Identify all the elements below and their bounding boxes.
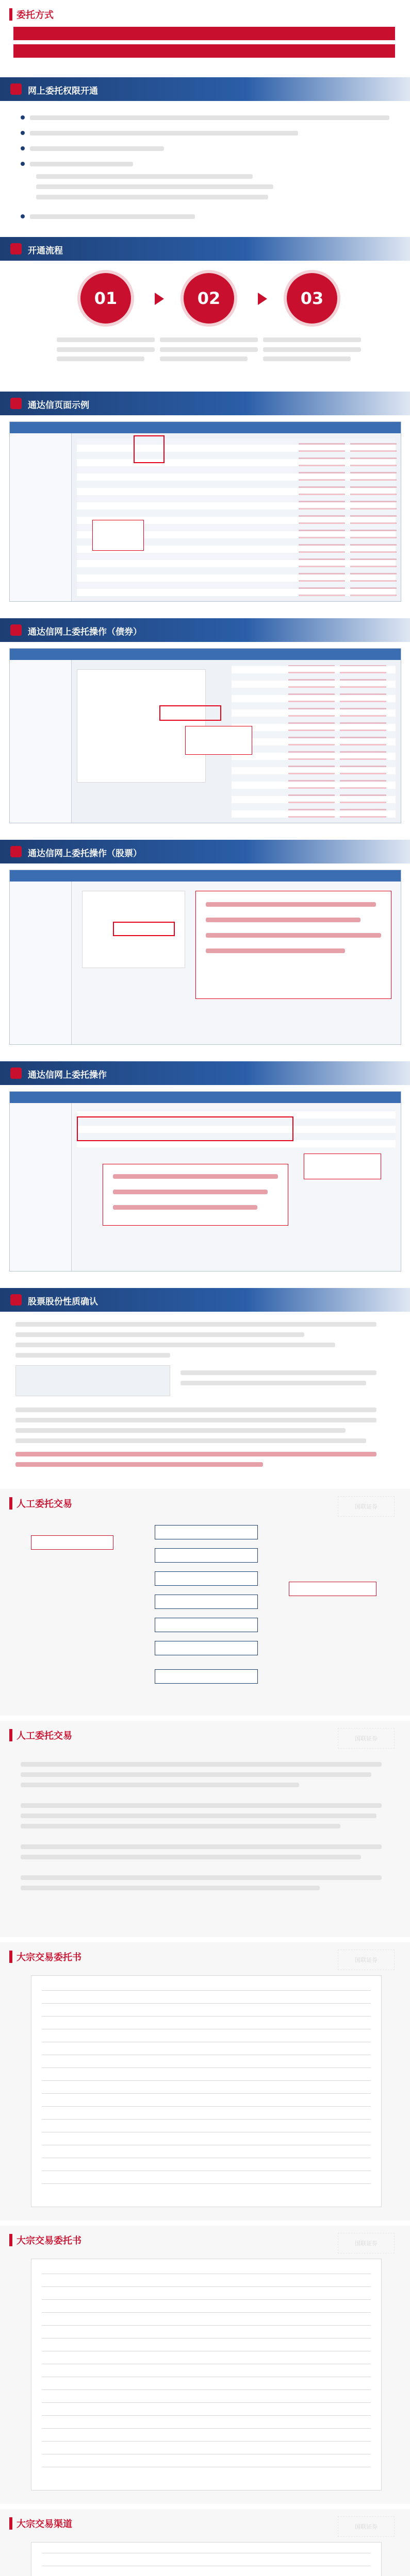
window-sidebar <box>10 660 72 823</box>
flow-step-desc <box>263 357 351 361</box>
form-document <box>31 2542 382 2576</box>
flow-step-label <box>160 337 258 342</box>
section-icon <box>10 243 22 255</box>
flow-step-desc <box>160 347 258 352</box>
flow-node <box>155 1618 258 1632</box>
body-line <box>21 1886 320 1890</box>
form-document <box>31 1975 382 2207</box>
body-line <box>15 1343 335 1347</box>
header-accent-bar <box>9 8 12 21</box>
instruction-line <box>206 948 345 953</box>
section-tdx-stock <box>0 840 410 1056</box>
instruction-panel <box>195 891 391 999</box>
price-column <box>299 438 345 596</box>
software-screenshot <box>9 1091 401 1272</box>
form-table <box>42 2269 371 2480</box>
company-logo: 国联证券 <box>338 1728 395 1749</box>
list-item <box>21 212 389 221</box>
callout-box <box>92 520 144 551</box>
flow-step-circle: 02 <box>181 270 237 327</box>
header-accent-bar <box>9 1729 12 1741</box>
section-band <box>0 392 410 415</box>
header-accent-bar <box>9 1497 12 1510</box>
section-block-trade-form-1 <box>0 1942 410 2221</box>
window-sidebar <box>10 433 72 601</box>
section-band <box>0 77 410 101</box>
section-manual-trade <box>0 1721 410 1937</box>
body-line <box>21 1855 361 1859</box>
section-header <box>9 1950 81 1964</box>
instruction-line <box>206 933 381 938</box>
flow-step-label <box>263 337 361 342</box>
section-band <box>0 618 410 642</box>
section-share-nature <box>0 1288 410 1484</box>
window-titlebar <box>10 649 401 660</box>
flow-node <box>155 1525 258 1539</box>
warning-line <box>15 1452 376 1456</box>
sub-item <box>36 184 273 189</box>
flow-node <box>155 1548 258 1563</box>
flow-node <box>155 1595 258 1609</box>
flow-step-desc <box>57 347 155 352</box>
flow-step-desc <box>57 357 144 361</box>
body-line <box>21 1803 382 1808</box>
form-table <box>42 1986 371 2196</box>
instruction-line <box>113 1190 268 1194</box>
section-title: 网上委托权限开通 <box>28 86 98 96</box>
section-title: 通达信网上委托操作 <box>28 1070 107 1080</box>
section-header <box>9 2516 72 2531</box>
highlight-banner <box>13 27 395 40</box>
flow-node <box>289 1582 376 1596</box>
section-tdx-operation <box>0 1061 410 1283</box>
company-logo: 国联证券 <box>338 1496 395 1517</box>
section-tdx-example <box>0 392 410 613</box>
section-header <box>9 2233 81 2247</box>
section-band <box>0 1061 410 1085</box>
body-line <box>15 1438 366 1443</box>
highlight-rect <box>77 1116 293 1141</box>
window-titlebar <box>10 870 401 882</box>
section-title: 人工委托交易 <box>17 1731 72 1741</box>
quote-grid <box>77 438 396 596</box>
window-titlebar <box>10 1092 401 1103</box>
body-line <box>15 1418 376 1422</box>
price-column <box>350 438 397 596</box>
list-item <box>21 144 389 152</box>
list-item <box>21 160 389 168</box>
body-line <box>15 1332 304 1337</box>
company-logo: 国联证券 <box>338 1950 395 1970</box>
header-accent-bar <box>9 2234 12 2246</box>
section-band <box>0 1288 410 1312</box>
flow-node <box>31 1535 113 1550</box>
section-icon <box>10 1294 22 1306</box>
callout-box <box>304 1154 381 1179</box>
body-line <box>21 1783 299 1787</box>
instruction-line <box>113 1205 257 1210</box>
form-table <box>42 2553 371 2576</box>
body-line <box>21 1814 376 1818</box>
section-block-trade-channel <box>0 2509 410 2576</box>
window-titlebar <box>10 422 401 433</box>
price-column <box>340 665 386 818</box>
section-title: 委托方式 <box>17 10 54 21</box>
price-column <box>288 665 335 818</box>
flow-node <box>155 1641 258 1655</box>
flow-arrow-icon <box>155 293 164 305</box>
body-line <box>15 1408 376 1412</box>
company-logo: 国联证券 <box>338 2233 395 2253</box>
section-title: 通达信页面示例 <box>28 400 89 411</box>
instruction-line <box>113 1174 278 1179</box>
section-icon <box>10 846 22 857</box>
body-line <box>15 1428 346 1433</box>
section-title: 开通流程 <box>28 246 63 256</box>
header-accent-bar <box>9 2517 12 2530</box>
software-screenshot <box>9 870 401 1045</box>
software-screenshot <box>9 648 401 823</box>
section-title: 通达信网上委托操作（债券） <box>28 627 142 637</box>
flow-step-label <box>57 337 155 342</box>
highlight-rect <box>134 435 165 463</box>
flow-node <box>155 1571 258 1586</box>
body-line <box>21 1772 371 1777</box>
header-accent-bar <box>9 1951 12 1963</box>
flow-node <box>155 1669 258 1684</box>
body-line <box>181 1370 376 1375</box>
section-header <box>9 1496 72 1511</box>
section-icon <box>10 1067 22 1079</box>
flow-arrow-icon <box>258 293 267 305</box>
list-item <box>21 129 389 137</box>
instruction-line <box>206 902 376 907</box>
body-line <box>15 1353 170 1358</box>
highlight-rect <box>113 922 175 936</box>
section-open-flow <box>0 237 410 386</box>
section-manual-trade-flow <box>0 1489 410 1716</box>
flow-step-desc <box>160 357 248 361</box>
company-logo: 国联证券 <box>338 2516 395 2537</box>
section-title: 大宗交易委托书 <box>17 2235 81 2246</box>
window-sidebar <box>10 882 72 1044</box>
body-line <box>21 1762 382 1767</box>
section-icon <box>10 83 22 95</box>
flow-step-circle: 03 <box>284 270 340 327</box>
section-header <box>9 1728 72 1742</box>
warning-line <box>15 1462 263 1467</box>
instruction-panel <box>103 1164 288 1226</box>
highlight-banner <box>13 44 395 58</box>
section-title: 股票股份性质确认 <box>28 1297 98 1307</box>
instruction-line <box>206 918 360 922</box>
section-title: 通达信网上委托操作（股票） <box>28 849 142 859</box>
section-icon <box>10 398 22 409</box>
sub-item <box>36 195 268 199</box>
section-title: 大宗交易渠道 <box>17 2519 72 2530</box>
section-title: 人工委托交易 <box>17 1499 72 1510</box>
sub-item <box>36 174 253 179</box>
callout-box <box>185 726 252 755</box>
software-screenshot <box>9 421 401 602</box>
section-icon <box>10 624 22 636</box>
body-line <box>15 1322 376 1327</box>
section-header <box>9 7 54 22</box>
section-tdx-bond <box>0 618 410 835</box>
body-line <box>181 1381 366 1385</box>
body-line <box>21 1844 382 1849</box>
list-item <box>21 113 389 122</box>
section-delegation-method <box>0 0 410 72</box>
body-line <box>21 1875 382 1880</box>
form-document <box>31 2259 382 2490</box>
flow-step-circle: 01 <box>77 270 134 327</box>
section-band <box>0 237 410 261</box>
section-online-permission <box>0 77 410 232</box>
section-band <box>0 840 410 863</box>
screenshot-thumbnail <box>15 1365 170 1396</box>
section-block-trade-form-2 <box>0 2226 410 2504</box>
flow-step-desc <box>263 347 361 352</box>
section-title: 大宗交易委托书 <box>17 1952 81 1963</box>
body-line <box>21 1824 340 1828</box>
highlight-rect <box>159 705 221 721</box>
window-sidebar <box>10 1103 72 1271</box>
